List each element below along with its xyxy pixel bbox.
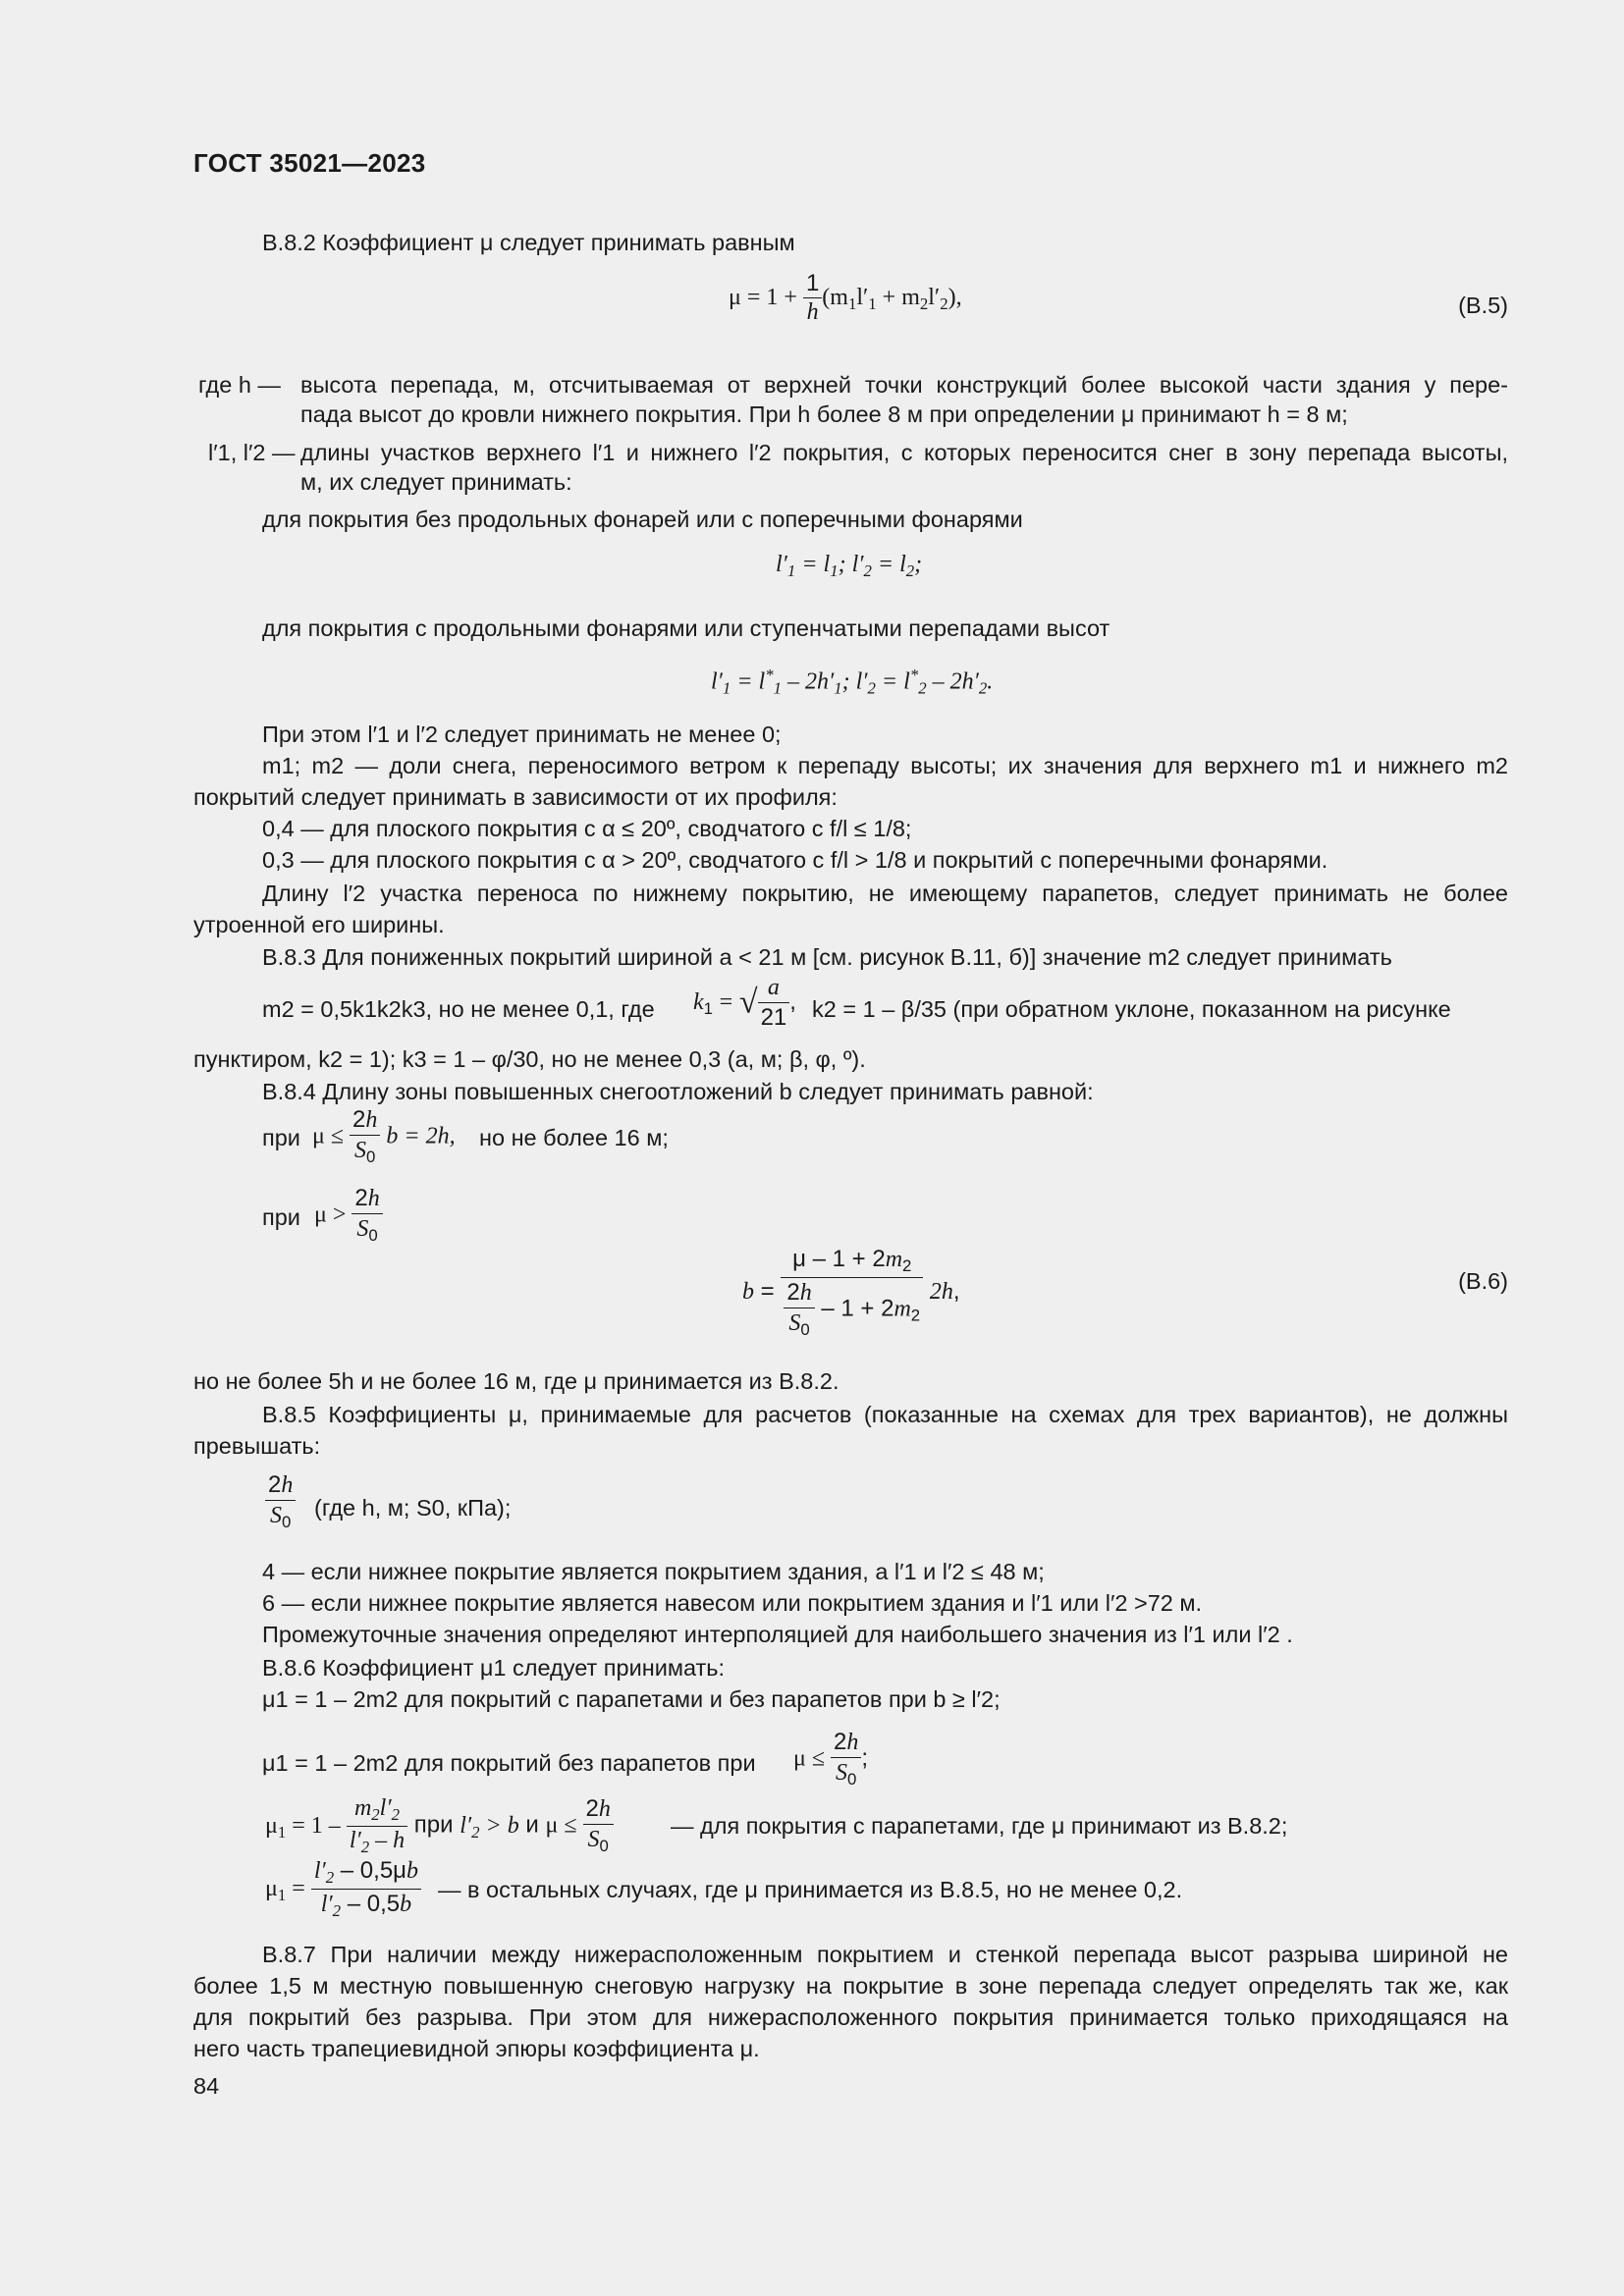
- para-limit: но не более 5h и не более 16 м, где μ принимается из В.8.2.: [193, 1368, 839, 1394]
- eq-number-b5: (В.5): [1458, 293, 1508, 318]
- para-length-line2: утроенной его ширины.: [193, 912, 445, 937]
- para-value-03: 0,3 — для плоского покрытия с α > 20º, сводчатого с f/l > 1/8 и покрытий с поперечными фонарями.: [262, 847, 1328, 873]
- b85-line1: В.8.5 Коэффициенты μ, принимаемые для расчетов (показанные на схемах для трех вариантов), не должны: [262, 1402, 1508, 1427]
- formula-b5: μ = 1 + $\frac{1}{h}$ $(m_1l'_1 + m_2l'_2)$,: [729, 270, 962, 326]
- document-header: ГОСТ 35021—2023: [193, 148, 426, 178]
- mu1-case-d-tail: — в остальных случаях, где μ принимается из В.8.5, но не менее 0,2.: [438, 1877, 1183, 1902]
- formula-mu1-d: $\mu_1$ = $\frac{l'_2 - 0,5\mu b}{l'_2 - 0,5b}$: [265, 1858, 421, 1919]
- b83-line2-end: k2 = 1 – β/35 (при обратном уклоне, показанном на рисунке: [812, 996, 1451, 1022]
- interp-text: Промежуточные значения определяют интерполяцией для наибольшего значения из l′1 или l′2 .: [262, 1622, 1293, 1647]
- b85-line2: превышать:: [193, 1433, 321, 1459]
- b87-line2: более 1,5 м местную повышенную снеговую нагрузку на покрытие в зоне перепада следует определять так же, как: [193, 1973, 1508, 1999]
- para-nonneg: При этом l′1 и l′2 следует принимать не менее 0;: [262, 721, 782, 747]
- b83-line2-start: m2 = 0,5k1k2k3, но не менее 0,1, где: [262, 996, 655, 1022]
- formula-2h-s0: $\frac{2h}{S_0}$: [265, 1472, 296, 1531]
- formula-mu1-c: $\mu_1 = 1$ – $\frac{m_2l'_2}{l'_2 - h}$ при $l'_2 > b$ и μ ≤ $\frac{2h}{S_0}$: [265, 1796, 614, 1855]
- def-l-line1: длины участков верхнего l′1 и нижнего l′2 покрытия, с которых переносится снег в зону перепада высоты,: [300, 440, 1508, 465]
- cond-2-label: при: [262, 1204, 300, 1230]
- b83-line1: В.8.3 Для пониженных покрытий шириной a < 21 м [см. рисунок В.11, б)] значение m2 следует принимать: [262, 944, 1392, 970]
- case-1-text: для покрытия без продольных фонарей или с поперечными фонарями: [262, 507, 1023, 532]
- limit-6: 6 — если нижнее покрытие является навесом или покрытием здания и l′1 или l′2 >72 м.: [262, 1590, 1203, 1616]
- cond-1-tail: но не более 16 м;: [479, 1125, 669, 1150]
- def-l-label: l′1, l′2 —: [208, 440, 296, 465]
- b86-heading: В.8.6 Коэффициент μ1 следует принимать:: [262, 1655, 726, 1681]
- b87-line3: для покрытий без разрыва. При этом для нижерасположенного покрытия принимается только приходящаяся на: [193, 2004, 1508, 2030]
- limit-4: 4 — если нижнее покрытие является покрытием здания, а l′1 и l′2 ≤ 48 м;: [262, 1559, 1045, 1584]
- b87-line1: В.8.7 При наличии между нижерасположенным покрытием и стенкой перепада высот разрыва шириной не: [262, 1942, 1508, 1967]
- formula-cond-1: μ ≤ $\frac{2h}{S_0}$ b = 2h,: [312, 1106, 456, 1167]
- mu1-case-a: μ1 = 1 – 2m2 для покрытий с парапетами и без парапетов при b ≥ l′2;: [262, 1686, 1001, 1712]
- formula-k1: $k_1$ = √ $\frac{a}{21}$ ,: [693, 975, 796, 1032]
- def-h-line1: высота перепада, м, отсчитываемая от верхней точки конструкций более высокой части здания у пере-: [300, 372, 1508, 398]
- para-length-line1: Длину l′2 участка переноса по нижнему покрытию, не имеющему парапетов, следует принимать не более: [262, 881, 1508, 906]
- page-number: 84: [193, 2073, 220, 2099]
- case-2-text: для покрытия с продольными фонарями или ступенчатыми перепадами высот: [262, 615, 1110, 641]
- def-l-line2: м, их следует принимать:: [300, 469, 572, 495]
- mu1-case-b: μ1 = 1 – 2m2 для покрытий без парапетов при: [262, 1750, 756, 1776]
- mu1-case-c-tail: — для покрытия с парапетами, где μ принимают из В.8.2;: [671, 1813, 1288, 1839]
- b85-units: (где h, м; S0, кПа);: [314, 1495, 512, 1521]
- para-m-line1: m1; m2 — доли снега, переносимого ветром к перепаду высоты; их значения для верхнего m1 и нижнего m2: [262, 753, 1508, 778]
- formula-b6: b = $\mu - 1 + 2m_2$ $\frac{2h}{S_0}$ – $1 + 2m_2$ 2h,: [742, 1246, 960, 1339]
- formula-case-2: $l'_1 = l^*_1 - 2h'_1$; $l'_2 = l^*_2 - 2h'_2$.: [711, 666, 994, 698]
- eq-number-b6: (В.6): [1458, 1268, 1508, 1294]
- formula-cond-2: μ > $\frac{2h}{S_0}$: [314, 1186, 383, 1245]
- para-m-line2: покрытий следует принимать в зависимости от их профиля:: [193, 784, 838, 810]
- b83-line3: пунктиром, k2 = 1); k3 = 1 – φ/30, но не менее 0,3 (a, м; β, φ, º).: [193, 1046, 866, 1072]
- para-value-04: 0,4 — для плоского покрытия с α ≤ 20º, сводчатого с f/l ≤ 1/8;: [262, 816, 912, 841]
- b84-heading: В.8.4 Длину зоны повышенных снегоотложений b следует принимать равной:: [262, 1079, 1094, 1104]
- formula-case-1: $l'_1 = l_1$; $l'_2 = l_2$;: [776, 552, 923, 581]
- formula-mu1-b-cond: μ ≤ $\frac{2h}{S_0}$ ;: [793, 1729, 869, 1789]
- def-h-line2: пада высот до кровли нижнего покрытия. При h более 8 м при определении μ принимают h = 8 м;: [300, 401, 1348, 427]
- b87-line4: него часть трапециевидной эпюры коэффициента μ.: [193, 2036, 760, 2061]
- cond-1-label: при: [262, 1125, 300, 1150]
- def-h-label: где h —: [198, 372, 281, 398]
- b82-heading: В.8.2 Коэффициент μ следует принимать равным: [262, 230, 795, 255]
